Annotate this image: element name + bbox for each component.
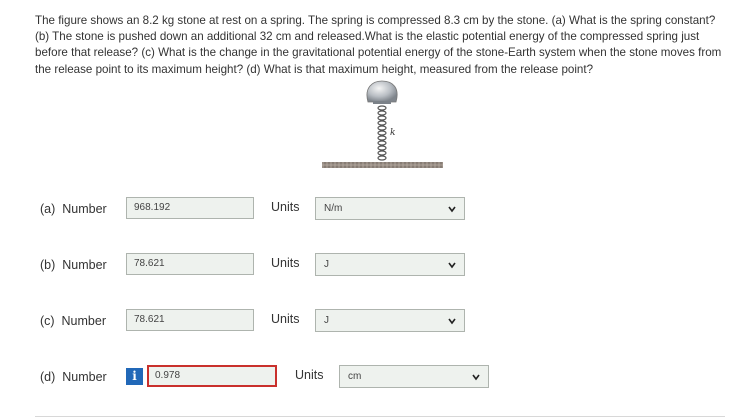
spring-constant-label: k [390,128,396,138]
part-d-unit-value: cm [348,371,362,382]
part-a-unit-value: N/m [324,203,343,214]
part-d-label: (d) Number [40,370,107,384]
chevron-down-icon [447,260,457,270]
part-c-number-input[interactable]: 78.621 [126,309,254,331]
part-c-unit-select[interactable] [315,309,465,332]
spring-stone-figure [320,78,445,168]
problem-statement: The figure shows an 8.2 kg stone at rest on a spring. The spring is compressed 8.3 cm by the stone. (a) What is the spring constant? (b) The stone is pushed down an additional 32 cm and released.What is the elastic potential energy of the compressed spring just before that release? (c) What is the change in the gravitational potential energy of the stone-Earth system when the stone moves from the release point to its maximum height? (d) What is that maximum height, measured from the release point? [35,14,722,76]
stone [367,81,397,102]
part-b-label: (b) Number [40,258,107,272]
chevron-down-icon [447,316,457,326]
part-d-unit-select[interactable] [339,365,489,388]
spring [378,106,386,160]
part-b-number-input[interactable]: 78.621 [126,253,254,275]
part-c-label: (c) Number [40,314,106,328]
part-a-units-label: Units [271,200,300,214]
info-icon[interactable]: i [126,368,143,385]
part-c-unit-value: J [324,315,329,326]
part-c-units-label: Units [271,312,300,326]
part-a-unit-select[interactable] [315,197,465,220]
part-d-units-label: Units [295,368,324,382]
spring-cap [373,101,391,104]
part-b-unit-value: J [324,259,329,270]
part-d-number-input[interactable]: 0.978 [147,365,277,387]
part-a-number-input[interactable]: 968.192 [126,197,254,219]
chevron-down-icon [471,372,481,382]
ground [322,162,443,168]
part-b-unit-select[interactable] [315,253,465,276]
part-b-units-label: Units [271,256,300,270]
chevron-down-icon [447,204,457,214]
divider [35,416,725,417]
part-a-label: (a) Number [40,202,107,216]
